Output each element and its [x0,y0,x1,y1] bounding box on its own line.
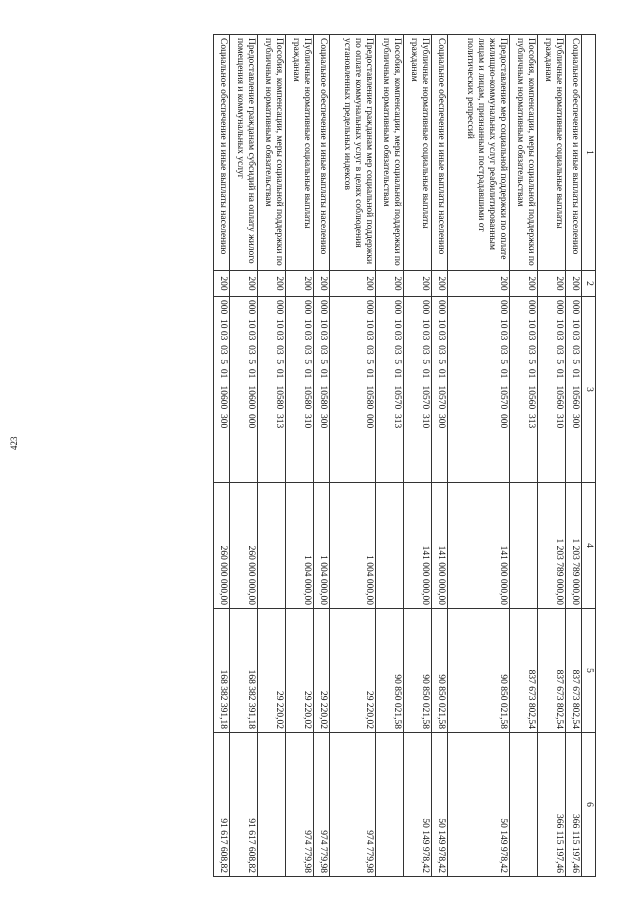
row-approved-amount [376,483,404,609]
row-line-code: 200 [330,271,376,297]
row-description: Социальное обеспечение и иные выплаты населению [432,35,448,271]
row-description: Предоставление гражданам субсидий на оплату жилого помещения и коммунальных услуг [230,35,258,271]
row-description: Пособия, компенсации, меры социальной поддержки по публичным нормативным обязательствам [376,35,404,271]
row-approved-amount: 1 203 789 000,00 [566,483,582,609]
row-approved-amount: 260 000 000,00 [214,483,230,609]
row-approved-amount: 1 203 789 000,00 [538,483,566,609]
table-row [510,35,538,877]
row-classification-code: 000 10 03 03 5 01 10580 313 [258,297,286,483]
row-classification-code: 000 10 03 03 5 01 10570 300 [432,297,448,483]
row-line-code: 200 [376,271,404,297]
row-description: Социальное обеспечение и иные выплаты населению [214,35,230,271]
row-description: Социальное обеспечение и иные выплаты населению [566,35,582,271]
row-approved-amount [510,483,538,609]
row-unexecuted-amount [258,733,286,877]
row-executed-amount: 837 673 802,54 [566,609,582,733]
row-executed-amount: 90 850 021,58 [376,609,404,733]
row-approved-amount: 1 004 000,00 [314,483,330,609]
row-line-code: 200 [448,271,510,297]
row-approved-amount: 1 004 000,00 [330,483,376,609]
row-classification-code: 000 10 03 03 5 01 10580 000 [330,297,376,483]
row-executed-amount: 90 850 021,58 [448,609,510,733]
header-row [582,35,596,877]
row-executed-amount: 837 673 802,54 [510,609,538,733]
row-description: Пособия, компенсации, меры социальной поддержки по публичным нормативным обязательствам [258,35,286,271]
row-line-code: 200 [404,271,432,297]
row-classification-code: 000 10 03 03 5 01 10570 313 [376,297,404,483]
table-row [538,35,566,877]
row-approved-amount: 141 000 000,00 [432,483,448,609]
row-classification-code: 000 10 03 03 5 01 10560 300 [566,297,582,483]
column-header: 4 [582,483,596,609]
row-executed-amount: 168 382 391,18 [230,609,258,733]
row-unexecuted-amount: 974 779,98 [286,733,314,877]
row-line-code: 200 [314,271,330,297]
column-header: 3 [582,297,596,483]
row-approved-amount: 1 004 000,00 [286,483,314,609]
table-row [314,35,330,877]
row-line-code: 200 [286,271,314,297]
budget-table-container [64,34,596,876]
row-classification-code: 000 10 03 03 5 01 10580 300 [314,297,330,483]
row-executed-amount: 90 850 021,58 [404,609,432,733]
row-unexecuted-amount: 91 617 608,82 [214,733,230,877]
row-executed-amount: 90 850 021,58 [432,609,448,733]
row-description: Публичные нормативные социальные выплаты гражданам [538,35,566,271]
table-row [258,35,286,877]
column-header: 2 [582,271,596,297]
column-header: 1 [582,35,596,271]
row-executed-amount: 29 220,02 [314,609,330,733]
row-description: Предоставление гражданам мер социальной поддержки по оплате коммунальных услуг в целях соблюдения установленных предельных индексов [330,35,376,271]
table-row [448,35,510,877]
row-description: Пособия, компенсации, меры социальной поддержки по публичным нормативным обязательствам [510,35,538,271]
row-line-code: 200 [538,271,566,297]
row-classification-code: 000 10 03 03 5 01 10580 310 [286,297,314,483]
row-line-code: 200 [510,271,538,297]
row-approved-amount: 260 000 000,00 [230,483,258,609]
row-unexecuted-amount: 91 617 608,82 [230,733,258,877]
row-classification-code: 000 10 03 03 5 01 10570 310 [404,297,432,483]
row-classification-code: 000 10 03 03 5 01 10560 310 [538,297,566,483]
row-line-code: 200 [432,271,448,297]
table-row [286,35,314,877]
table-row [230,35,258,877]
row-unexecuted-amount [376,733,404,877]
row-executed-amount: 837 673 802,54 [538,609,566,733]
row-line-code: 200 [230,271,258,297]
row-approved-amount [258,483,286,609]
table-row [330,35,376,877]
row-unexecuted-amount: 974 779,98 [314,733,330,877]
row-unexecuted-amount: 50 149 978,42 [404,733,432,877]
column-header: 5 [582,609,596,733]
row-description: Публичные нормативные социальные выплаты гражданам [404,35,432,271]
row-unexecuted-amount [510,733,538,877]
row-classification-code: 000 10 03 03 5 01 10560 313 [510,297,538,483]
row-unexecuted-amount: 366 115 197,46 [538,733,566,877]
table-row [566,35,582,877]
row-unexecuted-amount: 974 779,98 [330,733,376,877]
row-description: Публичные нормативные социальные выплаты гражданам [286,35,314,271]
row-classification-code: 000 10 03 03 5 01 10600 000 [230,297,258,483]
row-classification-code: 000 10 03 03 5 01 10570 000 [448,297,510,483]
row-executed-amount: 29 220,02 [330,609,376,733]
row-approved-amount: 141 000 000,00 [448,483,510,609]
row-line-code: 200 [214,271,230,297]
row-description: Предоставление мер социальной поддержки по оплате жилищно-коммунальных услуг реабилитированным лицам и лицам, признанным пострадавшими от политических репрессий [448,35,510,271]
row-unexecuted-amount: 50 149 978,42 [448,733,510,877]
column-header: 6 [582,733,596,877]
row-unexecuted-amount: 50 149 978,42 [432,733,448,877]
row-executed-amount: 168 382 391,18 [214,609,230,733]
table-row [432,35,448,877]
row-description: Социальное обеспечение и иные выплаты населению [314,35,330,271]
row-line-code: 200 [258,271,286,297]
table-body [214,35,582,877]
table-row [404,35,432,877]
budget-table [213,34,596,877]
row-unexecuted-amount: 366 115 197,46 [566,733,582,877]
page-number: 423 [9,436,19,450]
table-row [214,35,230,877]
table-row [376,35,404,877]
row-approved-amount: 141 000 000,00 [404,483,432,609]
row-classification-code: 000 10 03 03 5 01 10600 300 [214,297,230,483]
row-executed-amount: 29 220,02 [258,609,286,733]
row-line-code: 200 [566,271,582,297]
row-executed-amount: 29 220,02 [286,609,314,733]
